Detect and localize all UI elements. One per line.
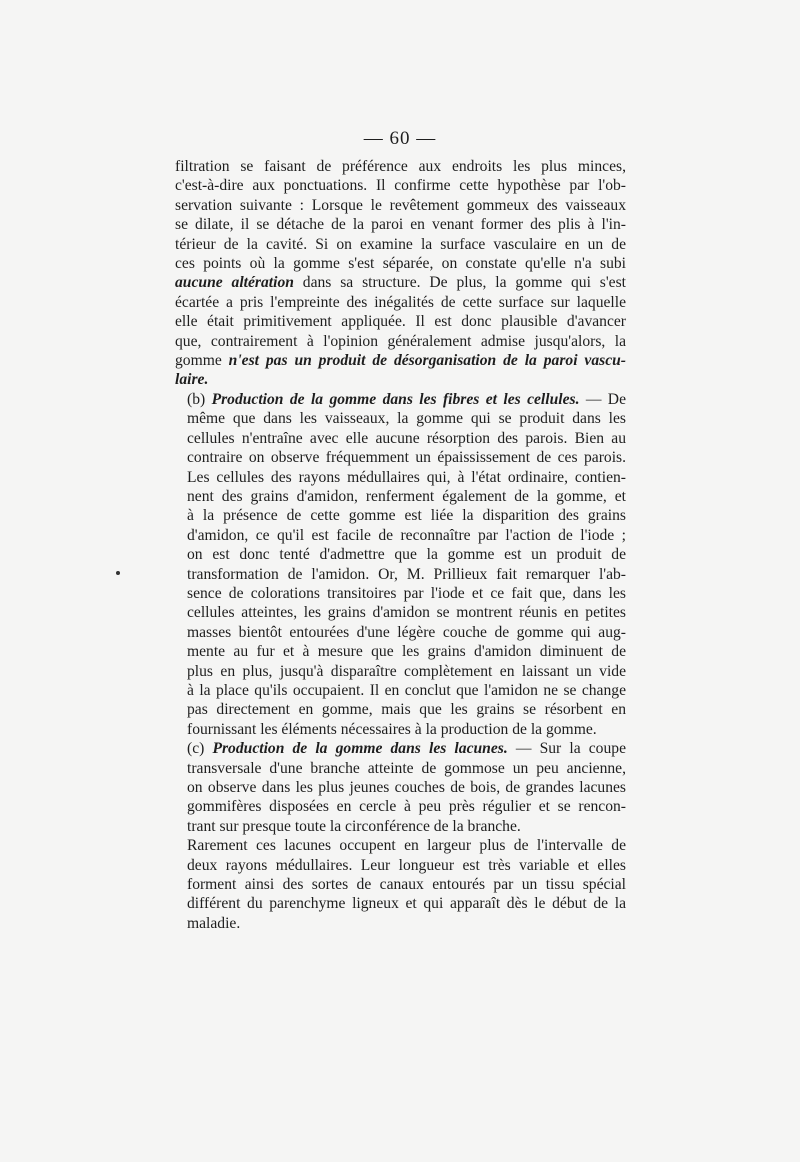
- text-line: filtration se faisant de préférence aux endroits les plus minces,: [175, 158, 626, 175]
- text-line: gomme n'est pas un produit de désorganisation de la paroi vascu-: [175, 352, 626, 370]
- text-line: maladie.: [187, 914, 241, 932]
- print-speck: [116, 571, 120, 575]
- text-line: plus en plus, jusqu'à disparaître complètement en laissant un vide: [187, 662, 626, 680]
- paragraph-3: [175, 739, 626, 836]
- text-line: (b) Production de la gomme dans les fibres et les cellules. — De: [187, 390, 626, 408]
- text-line: c'est-à-dire aux ponctuations. Il confirme cette hypothèse par l'ob-: [175, 177, 626, 195]
- text-line: à la place qu'ils occupaient. Il en conclut que l'amidon ne se change: [187, 681, 626, 699]
- text-line: aucune altération dans sa structure. De plus, la gomme qui s'est: [175, 274, 626, 292]
- emphasis-text: Production de la gomme dans les lacunes.: [212, 740, 508, 758]
- text-line: contraire on observe fréquemment un épaississement de ces parois.: [187, 449, 626, 467]
- text-line: sence de colorations transitoires par l'iode et ce fait que, dans les: [187, 584, 626, 602]
- text-line: trant sur presque toute la circonférence de la branche.: [187, 817, 521, 835]
- text-line: pas directement en gomme, mais que les grains se résorbent en: [187, 701, 626, 719]
- paragraph-2: [175, 390, 626, 739]
- text-line: transformation de l'amidon. Or, M. Prillieux fait remarquer l'ab-: [187, 565, 626, 583]
- text-line: [175, 370, 626, 389]
- text-line: différent du parenchyme ligneux et qui apparaît dès le début de la: [187, 895, 626, 913]
- text-line: mente au fur et à mesure que les grains d'amidon diminuent de: [187, 643, 626, 661]
- body-text: [175, 157, 626, 933]
- text-line: se dilate, il se détache de la paroi en venant former des plis à l'in-: [175, 216, 626, 234]
- text-line: (c) Production de la gomme dans les lacunes. — Sur la coupe: [187, 740, 626, 758]
- emphasis-text: Production de la gomme dans les fibres et les cellules.: [211, 390, 580, 408]
- text-line: même que dans les vaisseaux, la gomme qui se produit dans les: [187, 410, 626, 428]
- text-line: Les cellules des rayons médullaires qui, à l'état ordinaire, contien-: [187, 468, 626, 486]
- emphasis-text: aucune altération: [175, 274, 294, 292]
- text-line: écartée a pris l'empreinte des inégalités de cette surface sur laquelle: [175, 293, 626, 311]
- text-line: Rarement ces lacunes occupent en largeur plus de l'intervalle de: [187, 837, 626, 855]
- text-line: d'amidon, ce qu'il est facile de reconnaître par l'action de l'iode ;: [187, 526, 626, 544]
- emphasis-text: n'est pas un produit de désorganisation de la paroi vascu-: [228, 352, 626, 370]
- text-line: deux rayons médullaires. Leur longueur est très variable et elles: [187, 856, 626, 874]
- paragraph-1: [175, 157, 626, 390]
- text-line: on est donc tenté d'admettre que la gomme est un produit de: [187, 546, 626, 564]
- text-line: cellules n'entraîne avec elle aucune résorption des parois. Bien au: [187, 429, 626, 447]
- text-line: cellules atteintes, les grains d'amidon se montrent réunis en petites: [187, 604, 626, 622]
- text-line: ces points où la gomme s'est séparée, on constate qu'elle n'a subi: [175, 255, 626, 273]
- text-line: fournissant les éléments nécessaires à la production de la gomme.: [187, 720, 597, 738]
- text-line: nent des grains d'amidon, renferment également de la gomme, et: [187, 487, 626, 505]
- text-line: on observe dans les plus jeunes couches de bois, de grandes lacunes: [187, 779, 626, 796]
- text-line: masses bientôt entourées d'une légère couche de gomme qui aug-: [187, 623, 626, 641]
- text-line: gommifères disposées en cercle à peu près régulier et se rencon-: [187, 798, 626, 816]
- text-line: servation suivante : Lorsque le revêtement gommeux des vaisseaux: [175, 196, 626, 214]
- page-number: — 60 —: [363, 128, 437, 149]
- text-line: à la présence de cette gomme est liée la disparition des grains: [187, 507, 626, 525]
- emphasis-text: laire.: [175, 371, 209, 389]
- text-line: elle était primitivement appliquée. Il est donc plausible d'avancer: [175, 313, 626, 331]
- text-line: transversale d'une branche atteinte de gommose un peu ancienne,: [187, 759, 626, 777]
- text-line: forment ainsi des sortes de canaux entourés par un tissu spécial: [187, 876, 626, 894]
- paragraph-4: [175, 836, 626, 933]
- text-line: térieur de la cavité. Si on examine la surface vasculaire en un de: [175, 235, 626, 253]
- text-line: que, contrairement à l'opinion généralement admise jusqu'alors, la: [175, 332, 626, 350]
